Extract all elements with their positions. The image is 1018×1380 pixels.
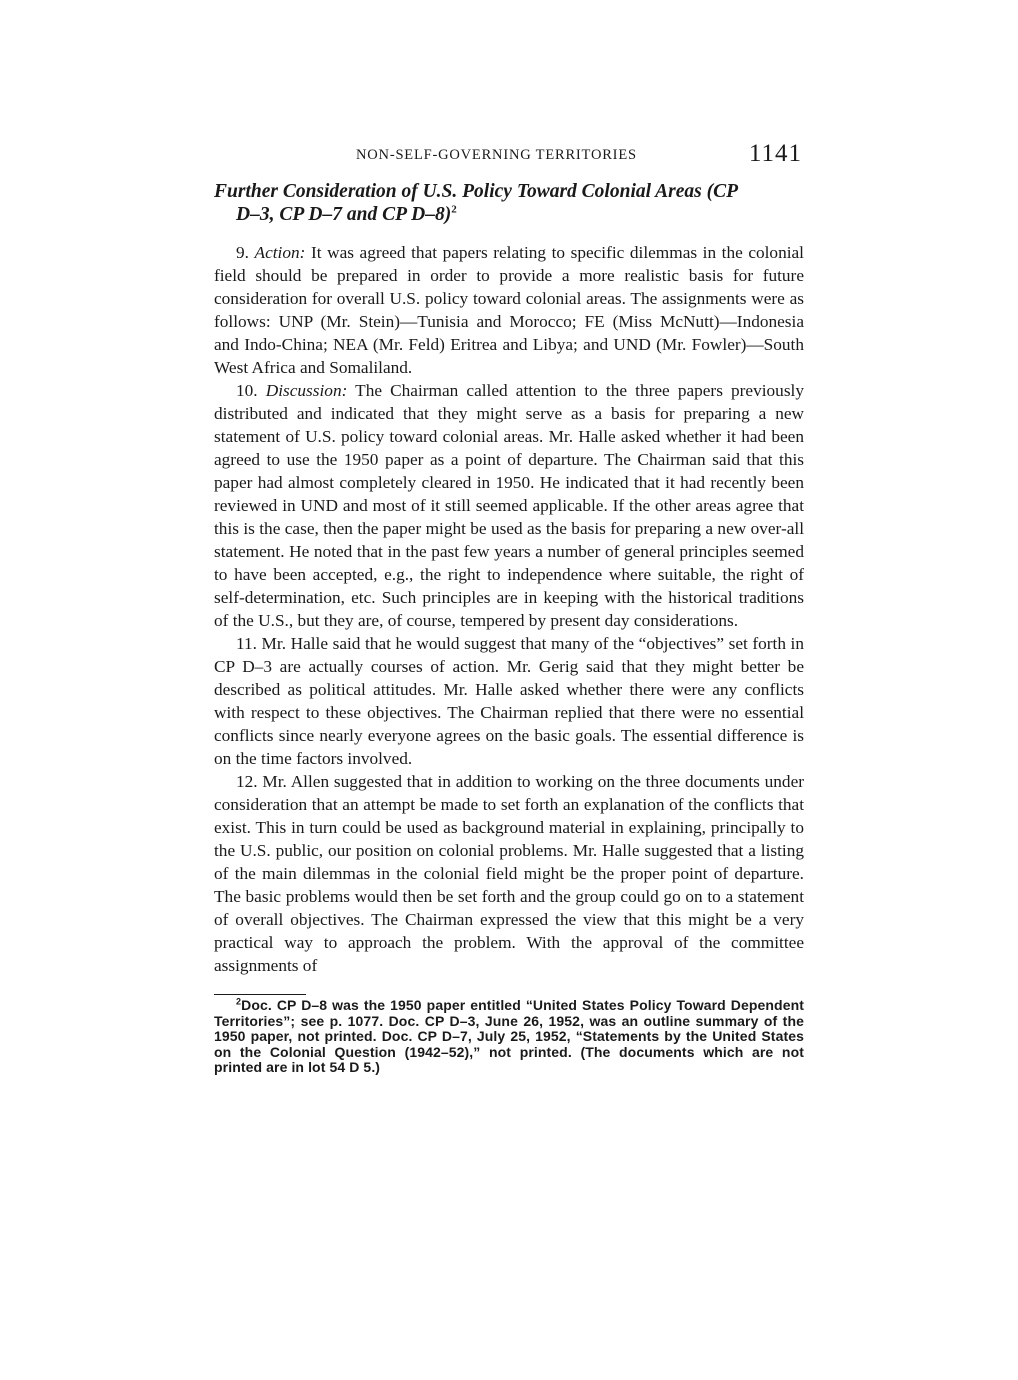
paragraph-10 [214, 379, 804, 632]
section-heading-line-1: Further Consideration of U.S. Policy Toward Colonial Areas (CP [214, 181, 739, 202]
paragraph-number: 10. [236, 381, 258, 400]
paragraph-text: Mr. Allen suggested that in addition to working on the three documents under consideration that an attempt be made to set forth an explanation of the conflicts that exist. This in turn could be used as background material in explaining, principally to the U.S. public, our position on colonial problems. Mr. Halle suggested that a listing of the main dilemmas in the colonial field might be the proper point of departure. The basic problems would then be set forth and the group could go on to a statement of overall objectives. The Chairman expressed the view that this might be a very practical way to approach the problem. With the approval of the committee assignments of [214, 772, 804, 975]
footnote-mark: 2 [236, 996, 242, 1007]
paragraph-text: It was agreed that papers relating to specific dilemmas in the colonial field should be prepared in order to provide a more realistic basis for future consideration for overall U.S. policy toward colonial areas. The assignments were as follows: UNP (Mr. Stein)—Tunisia and Morocco; FE (Miss McNutt)—Indonesia and Indo-China; NEA (Mr. Feld) Eritrea and Libya; and UND (Mr. Fowler)—South West Africa and Somaliland. [214, 243, 804, 377]
paragraph-lead: Discussion: [265, 381, 348, 400]
paragraph-text: The Chairman called attention to the three papers previously distributed and indicated that they might serve as a basis for preparing a new statement of U.S. policy toward colonial areas. Mr. Halle asked whether it had been agreed to use the 1950 paper as a point of departure. The Chairman said that this paper had almost completely cleared in 1950. He indicated that it had recently been reviewed in UND and most of it still seemed applicable. If the other areas agree that this is the case, then the paper might be used as the basis for preparing a new over-all statement. He noted that in the past few years a number of general principles seemed to have been accepted, e.g., the right to independence where suitable, the right of self-determination, etc. Such principles are in keeping with the historical traditions of the U.S., but they are, of course, tempered by present day considerations. [214, 381, 804, 630]
section-heading [214, 180, 804, 226]
paragraph-number: 12. [236, 772, 258, 791]
paragraph-12 [214, 770, 804, 977]
paragraph-text: Mr. Halle said that he would suggest that many of the “objectives” set forth in CP D–3 are actually courses of action. Mr. Gerig said that they might better be described as political attitudes. Mr. Halle asked whether there were any conflicts with respect to these objectives. The Chairman replied that there were no essential conflicts since nearly everyone agrees on the basic goals. The essential difference is on the time factors involved. [214, 634, 804, 768]
footnote [214, 998, 804, 1076]
footnote-reference: 2 [451, 203, 457, 216]
paragraph-number: 9. [236, 243, 249, 262]
footnote-divider [214, 994, 306, 995]
footnote-text: Doc. CP D–8 was the 1950 paper entitled “United States Policy Toward Dependent Territories”; see p. 1077. Doc. CP D–3, June 26, 1952, was an outline summary of the 1950 paper, not printed. Doc. CP D–7, July 25, 1952, “Statements by the United States on the Colonial Question (1942–52),” not printed. (The documents which are not printed are in lot 54 D 5.) [214, 997, 804, 1075]
page-number: 1141 [748, 140, 802, 167]
running-title: NON-SELF-GOVERNING TERRITORIES [356, 147, 637, 163]
section-heading-line-2-text: D–3, CP D–7 and CP D–8) [236, 204, 452, 225]
paragraph-9 [214, 241, 804, 379]
document-page [214, 140, 804, 1076]
paragraph-lead: Action: [254, 243, 306, 262]
running-head [214, 140, 804, 180]
paragraph-number: 11. [236, 634, 257, 653]
paragraph-11 [214, 632, 804, 770]
section-heading-line-2 [214, 203, 804, 226]
